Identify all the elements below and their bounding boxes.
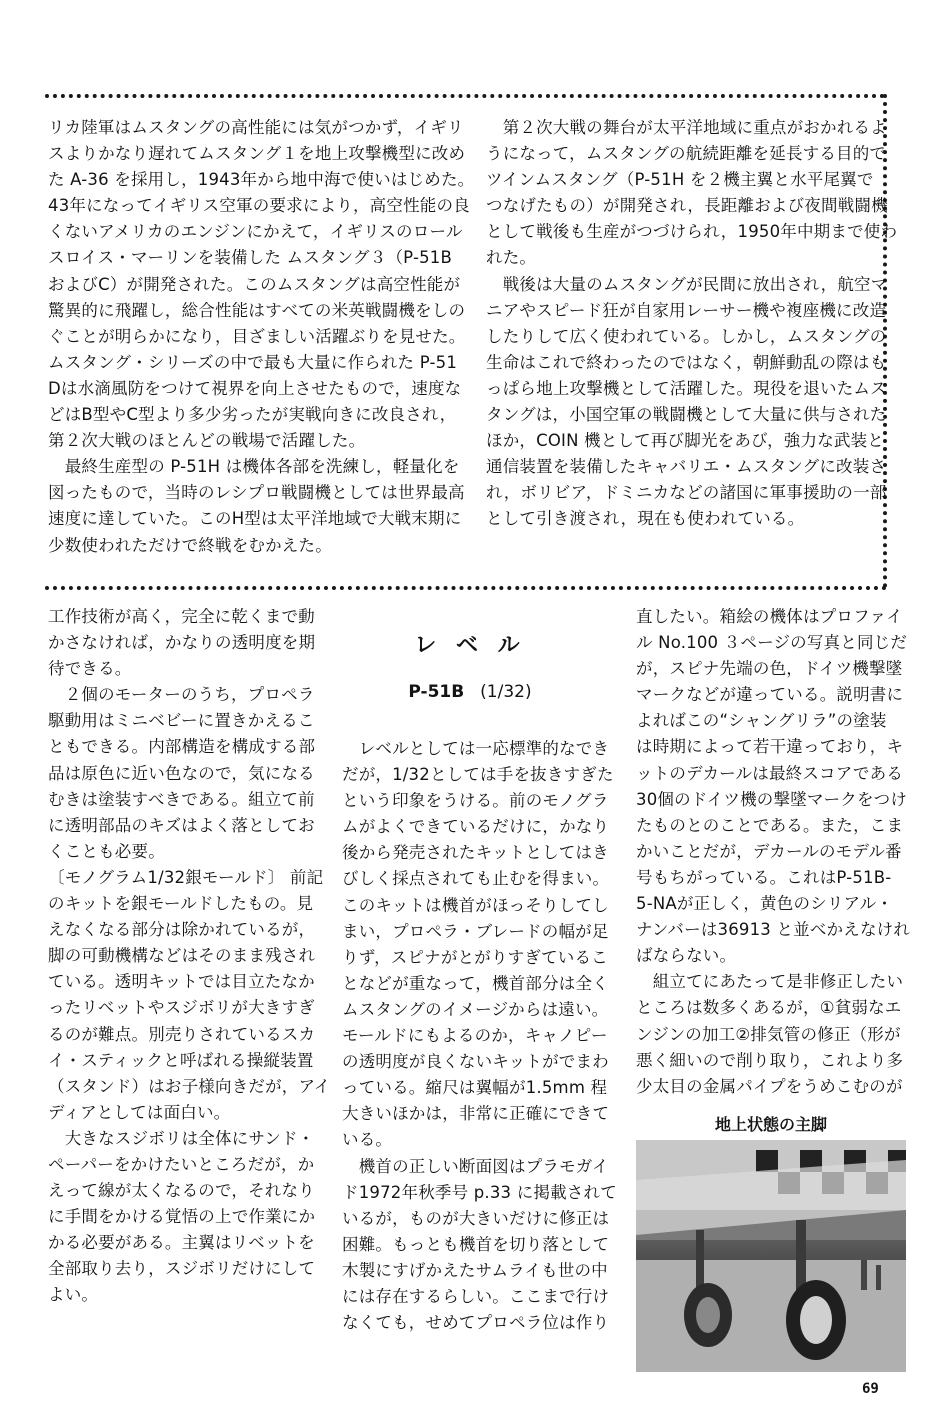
text-line: たものとのことである。また，こま <box>636 815 904 835</box>
text-line: リカ陸軍はムスタングの高性能には気がつかず，イギリ <box>48 118 464 137</box>
text-line: ムスタング・シリーズの中で最も大量に作られた P-51 <box>48 352 458 372</box>
text-line: かさなければ，かなりの透明度を期 <box>48 633 316 653</box>
text-line: 〔モノグラム1/32銀モールド〕 前記 <box>48 867 324 887</box>
landing-gear-photo <box>636 1140 906 1372</box>
text-line: には存在するらしい。ここまで行け <box>342 1286 610 1306</box>
text-line: ニアやスピード狂が自家用レーサー機や複座機に改造 <box>486 300 887 320</box>
text-line: 脚の可動機構などはそのまま残され <box>48 946 316 966</box>
text-line: ほか，COIN 機として再び脚光をあび，強力な武装と <box>486 431 885 451</box>
text-line: マークなどが違っている。説明書に <box>636 685 904 705</box>
text-line: 全部取り去り，スジボリだけにして <box>48 1259 316 1279</box>
top-left-column <box>48 115 475 559</box>
text-line: という印象をうける。前のモノグラ <box>342 791 609 811</box>
text-line: 直したい。箱絵の機体はプロファイ <box>636 607 903 626</box>
text-line: びしく採点されても止むを得まい。 <box>342 869 610 889</box>
lower-middle-column <box>342 736 617 1336</box>
text-line: 号もちがっている。これはP-51B- <box>636 867 892 887</box>
text-line: モールドにもよるのか，キャノピー <box>342 1026 608 1046</box>
text-line: 少数使われただけで終戦をむかえた。 <box>48 535 332 555</box>
text-line: 生命はこれで終わったのではなく，朝鮮動乱の際はも <box>486 352 887 372</box>
text-line: タングは，小国空軍の戦闘機として大量に供与された <box>486 405 887 425</box>
text-line: れた。 <box>486 248 537 268</box>
text-line: 最終生産型の P-51H は機体各部を洗練し，軽量化を <box>48 457 460 477</box>
text-line: イ・スティックと呼ばれる操縦装置 <box>48 1050 314 1070</box>
text-line: ットのデカールは最終スコアである <box>636 763 904 783</box>
page-number: 69 <box>862 1381 879 1397</box>
model-scale: (1/32) <box>480 682 532 702</box>
text-line: かる必要がある。主翼はリベットを <box>48 1233 315 1253</box>
text-line: ムスタングのイメージからは遠い。 <box>342 999 609 1019</box>
text-line: 待できる。 <box>48 659 132 679</box>
text-line: したりして広く使われている。しかし，ムスタングの <box>486 326 887 346</box>
text-line: 木製にすげかえたサムライも世の中 <box>342 1260 608 1280</box>
model-title: P-51B <box>408 682 465 702</box>
text-line: 駆動用はミニベビーに置きかえるこ <box>48 711 315 731</box>
text-line: に手間をかける覚悟の上で作業にか <box>48 1207 316 1227</box>
text-line: よい。 <box>48 1285 99 1305</box>
text-line: ぐことが明らかになり，目ざましい活躍ぶりを見せた。 <box>48 326 466 346</box>
text-line: 43年になってイギリス空軍の要求により，高空性能の良 <box>48 196 470 216</box>
text-line: えなくなる部分は除かれているが， <box>48 920 316 940</box>
text-line: ディアとしては面白い。 <box>48 1102 231 1122</box>
text-line: として戦後も生産がつづけられ，1950年中期まで使わ <box>486 222 898 242</box>
text-line: およびC）が開発された。このムスタングは高空性能が <box>48 274 461 294</box>
text-line: ムがよくできているだけに，かなり <box>342 817 610 837</box>
text-line: むきは塗装すべきである。組立て前 <box>48 789 315 809</box>
text-line: っぱら地上攻撃機として活躍した。現役を退いたムス <box>486 378 887 398</box>
photo-caption: 地上状態の主脚 <box>714 1115 827 1134</box>
lower-left-column <box>48 604 331 1309</box>
lower-right-column <box>636 604 911 1100</box>
text-line: のキットを銀モールドしたもの。見 <box>48 894 314 914</box>
bottom-border-rule <box>45 586 887 590</box>
text-line: ともできる。内部構造を構成する部 <box>48 737 316 757</box>
text-line: 後から発売されたキットとしてはき <box>342 843 609 863</box>
text-line: 速度に達していた。このH型は太平洋地域で大戦末期に <box>48 509 462 529</box>
text-line: ナンバーは36913 と並べかえなけれ <box>636 920 911 940</box>
text-line: るのが難点。別売りされているスカ <box>48 1024 316 1044</box>
text-line: だが，1/32としては手を抜きすぎた <box>342 765 614 785</box>
text-line: っている。縮尺は翼幅が1.5mm 程 <box>342 1078 608 1098</box>
landing-gear-illustration <box>636 1140 906 1372</box>
text-line: に透明部品のキズはよく落としてお <box>48 815 315 835</box>
text-line: 組立てにあたって是非修正したい <box>636 972 904 992</box>
text-line: は時期によって若干違っており，キ <box>636 737 904 757</box>
text-line: ２個のモーターのうち，プロペラ <box>48 685 315 705</box>
text-line: として引き渡され，現在も使われている。 <box>486 509 805 529</box>
text-line: えって線が太くなるので，それなり <box>48 1181 315 1201</box>
text-line: りず，スピナがとがりすぎているこ <box>342 947 608 967</box>
text-line: が，スピナ先端の色，ドイツ機撃墜 <box>636 659 903 679</box>
text-line: 大きなスジボリは全体にサンド・ <box>48 1128 315 1148</box>
text-line: ったリベットやスジボリが大きすぎ <box>48 998 315 1018</box>
text-line: くないアメリカのエンジンにかえて，イギリスのロール <box>48 222 463 242</box>
section-heading: レ ベ ル <box>414 633 526 658</box>
text-line: 機首の正しい断面図はプラモガイ <box>342 1156 609 1176</box>
text-line: となどが重なって，機首部分は全く <box>342 973 609 993</box>
text-line: レベルとしては一応標準的なでき <box>342 739 610 758</box>
text-line: 第２次大戦のほとんどの戦場で活躍した。 <box>48 431 366 451</box>
text-line: 5-NAが正しく，黄色のシリアル・ <box>636 894 893 914</box>
top-right-column <box>486 115 898 533</box>
text-line: ところは数多くあるが，①貧弱なエ <box>636 998 902 1018</box>
text-line: ド1972年秋季号 p.33 に掲載されて <box>342 1182 617 1202</box>
text-line: 第２次大戦の舞台が太平洋地域に重点がおかれるよ <box>486 118 887 137</box>
text-line: うになって，ムスタングの航続距離を延長する目的で <box>486 144 887 164</box>
text-line: ル No.100 ３ページの写真と同じだ <box>636 633 908 653</box>
text-line: ンジンの加工②排気管の修正（形が <box>636 1024 901 1044</box>
text-line: 少太目の金属パイプをうめこむのが <box>636 1076 903 1096</box>
text-line: 30個のドイツ機の撃墜マークをつけ <box>636 789 908 809</box>
text-line: ばならない。 <box>636 946 737 966</box>
text-line: 悪く細いので削り取り，これより多 <box>636 1050 904 1070</box>
text-line: スよりかなり遅れてムスタング１を地上攻撃機型に改め <box>48 144 466 164</box>
text-line: の透明度が良くないキットがでまわ <box>342 1052 609 1072</box>
text-line: どはB型やC型より多少劣ったが実戦向きに改良され， <box>48 405 457 425</box>
text-line: 品は原色に近い色なので，気になる <box>48 763 315 783</box>
text-line: スロイス・マーリンを装備した ムスタング３（P-51B <box>48 248 453 268</box>
text-line: いる。 <box>342 1130 393 1150</box>
text-line: まい，プロペラ・ブレードの幅が足 <box>342 921 609 941</box>
text-line: （スタンド）はお子様向きだが，アイ <box>48 1076 331 1096</box>
text-line: 戦後は大量のムスタングが民間に放出され，航空マ <box>486 274 888 294</box>
text-line: このキットは機首がほっそりしてし <box>342 895 609 915</box>
text-line: ている。透明キットでは目立たなか <box>48 972 315 992</box>
text-line: 工作技術が高く，完全に乾くまで動 <box>48 607 315 626</box>
text-line: いるが，ものが大きいだけに修正は <box>342 1208 610 1228</box>
text-line: ペーパーをかけたいところだが，か <box>48 1154 315 1174</box>
text-line: 図ったもので，当時のレシプロ戦闘機としては世界最高 <box>48 483 465 503</box>
text-line: 大きいほかは，非常に正確にできて <box>342 1104 610 1124</box>
text-line: くことも必要。 <box>48 841 165 861</box>
text-line: れ，ボリビア，ドミニカなどの諸国に軍事援助の一部 <box>486 483 887 503</box>
text-line: 困難。もっとも機首を切り落として <box>342 1234 610 1254</box>
text-line: よればこの“シャングリラ”の塗装 <box>636 711 887 731</box>
text-line: 通信装置を装備したキャバリエ・ムスタングに改装さ <box>486 457 887 477</box>
model-heading <box>340 682 600 702</box>
text-line: 驚異的に飛躍し，総合性能はすべての米英戦闘機をしの <box>48 300 466 320</box>
text-line: ツインムスタング（P-51H を２機主翼と水平尾翼で <box>486 170 874 190</box>
top-border-rule <box>45 94 885 98</box>
text-line: Dは水滴風防をつけて視界を向上させたもので，速度な <box>48 378 462 398</box>
text-line: つなげたもの）が開発され，長距離および夜間戦闘機 <box>486 196 888 216</box>
text-line: かいことだが，デカールのモデル番 <box>636 841 902 861</box>
text-line: た A-36 を採用し，1943年から地中海で使いはじめた。 <box>48 170 475 190</box>
text-line: なくても，せめてプロペラ位は作り <box>342 1313 610 1333</box>
